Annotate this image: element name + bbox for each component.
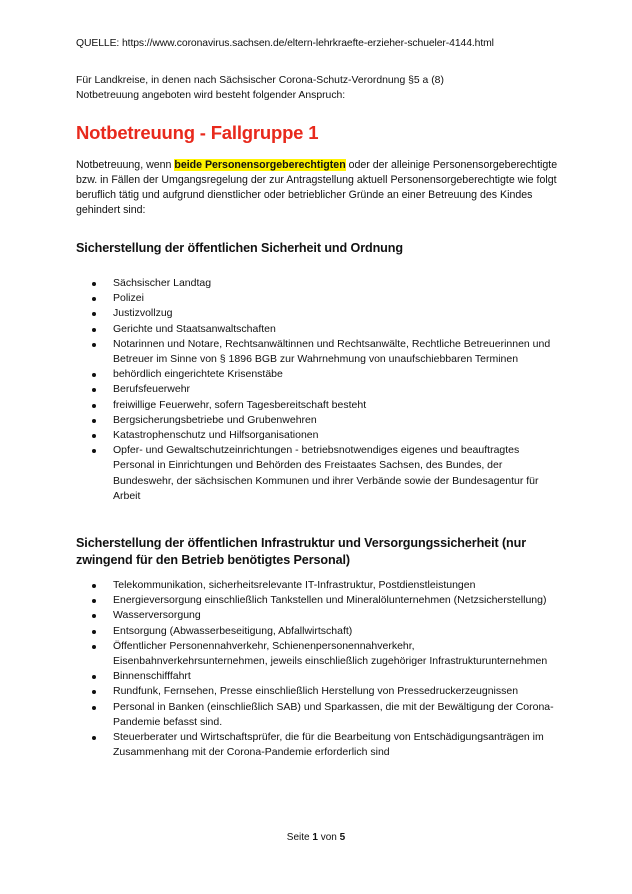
list-item: Gerichte und Staatsanwaltschaften: [76, 322, 556, 337]
list-item: Opfer- und Gewaltschutzeinrichtungen - betriebsnotwendiges eigenes und beauftragtes Personal in Einrichtungen und Behörden des Freistaates Sachsen, des Bundes, der Bundeswehr, der sächsischen Kommunen und ihrer Verbände sowie der Bundesagentur für Arbeit: [76, 443, 556, 504]
intro-paragraph: Für Landkreise, in denen nach Sächsischer Corona-Schutz-Verordnung §5 a (8) Notbetreuung angeboten wird besteht folgender Anspruch:: [76, 75, 444, 101]
list-item: Binnenschifffahrt: [76, 669, 556, 684]
footer-prefix: Seite: [286, 832, 313, 843]
list-item: Notarinnen und Notare, Rechtsanwältinnen und Rechtsanwälte, Rechtliche Betreuerinnen und Betreuer im Sinne von § 1896 BGB zur Wahrnehmung von unaufschiebbaren Terminen: [76, 337, 556, 367]
bullet-icon: [92, 434, 96, 438]
list-item: behördlich eingerichtete Krisenstäbe: [76, 367, 556, 382]
bullet-icon: [92, 373, 96, 377]
source-line: QUELLE: https://www.coronavirus.sachsen.de/eltern-lehrkraefte-erzieher-schueler-4144.html: [76, 38, 494, 49]
list-item: Berufsfeuerwehr: [76, 382, 556, 397]
bullet-icon: [92, 645, 96, 649]
bullet-icon: [92, 343, 96, 347]
list-item: Katastrophenschutz und Hilfsorganisationen: [76, 428, 556, 443]
bullet-icon: [92, 706, 96, 710]
bullet-icon: [92, 297, 96, 301]
bullet-icon: [92, 312, 96, 316]
page-footer: [0, 832, 632, 843]
bullet-list-infrastructure: [76, 578, 556, 760]
bullet-icon: [92, 419, 96, 423]
lead-text-after: oder der alleinige Personensorgeberechtigte bzw. in Fällen der Umgangsregelung der zur Antragstellung aktuell Personensorgeberechtigte wie folgt beruflich tätig und aufgrund dienstlicher oder betrieblicher Gründe an einer Betreuung des Kindes gehindert sind:: [76, 159, 558, 216]
list-item: Bergsicherungsbetriebe und Grubenwehren: [76, 413, 556, 428]
lead-text-before: Notbetreuung, wenn: [76, 159, 175, 171]
list-item: Öffentlicher Personennahverkehr, Schienenpersonennahverkehr, Eisenbahnverkehrsunternehmen, jeweils einschließlich zugehöriger Infrastrukturunternehmen: [76, 639, 556, 669]
list-item: Energieversorgung einschließlich Tankstellen und Mineralölunternehmen (Netzsicherstellung): [76, 593, 556, 608]
list-item: Rundfunk, Fernsehen, Presse einschließlich Herstellung von Pressedruckerzeugnissen: [76, 684, 556, 699]
bullet-icon: [92, 328, 96, 332]
footer-middle: von: [317, 832, 340, 843]
section-heading-infrastructure: Sicherstellung der öffentlichen Infrastruktur und Versorgungssicherheit (nur zwingend für den Betrieb benötigtes Personal): [76, 536, 527, 567]
list-item: Wasserversorgung: [76, 608, 556, 623]
page-number-current: 1: [312, 832, 318, 843]
list-item: Entsorgung (Abwasserbeseitigung, Abfallwirtschaft): [76, 624, 556, 639]
section-heading-security: Sicherstellung der öffentlichen Sicherheit und Ordnung: [76, 241, 403, 255]
bullet-icon: [92, 599, 96, 603]
bullet-icon: [92, 584, 96, 588]
list-item: Sächsischer Landtag: [76, 276, 556, 291]
lead-paragraph: [76, 158, 566, 218]
list-item: Polizei: [76, 291, 556, 306]
bullet-list-security: [76, 276, 556, 504]
page-number-total: 5: [339, 832, 346, 843]
list-item: freiwillige Feuerwehr, sofern Tagesbereitschaft besteht: [76, 398, 556, 413]
list-item: Justizvollzug: [76, 306, 556, 321]
bullet-icon: [92, 404, 96, 408]
page-title: Notbetreuung - Fallgruppe 1: [76, 122, 319, 143]
list-item: Telekommunikation, sicherheitsrelevante IT-Infrastruktur, Postdienstleistungen: [76, 578, 556, 593]
bullet-icon: [92, 388, 96, 392]
list-item: Steuerberater und Wirtschaftsprüfer, die für die Bearbeitung von Entschädigungsanträgen im Zusammenhang mit der Corona-Pandemie erforderlich sind: [76, 730, 556, 760]
bullet-icon: [92, 736, 96, 740]
list-item: Personal in Banken (einschließlich SAB) und Sparkassen, die mit der Bewältigung der Corona-Pandemie befasst sind.: [76, 700, 556, 730]
bullet-icon: [92, 449, 96, 453]
bullet-icon: [92, 675, 96, 679]
bullet-icon: [92, 282, 96, 286]
highlighted-text: beide Personensorgeberechtigten: [174, 159, 346, 171]
bullet-icon: [92, 690, 96, 694]
bullet-icon: [92, 614, 96, 618]
bullet-icon: [92, 630, 96, 634]
